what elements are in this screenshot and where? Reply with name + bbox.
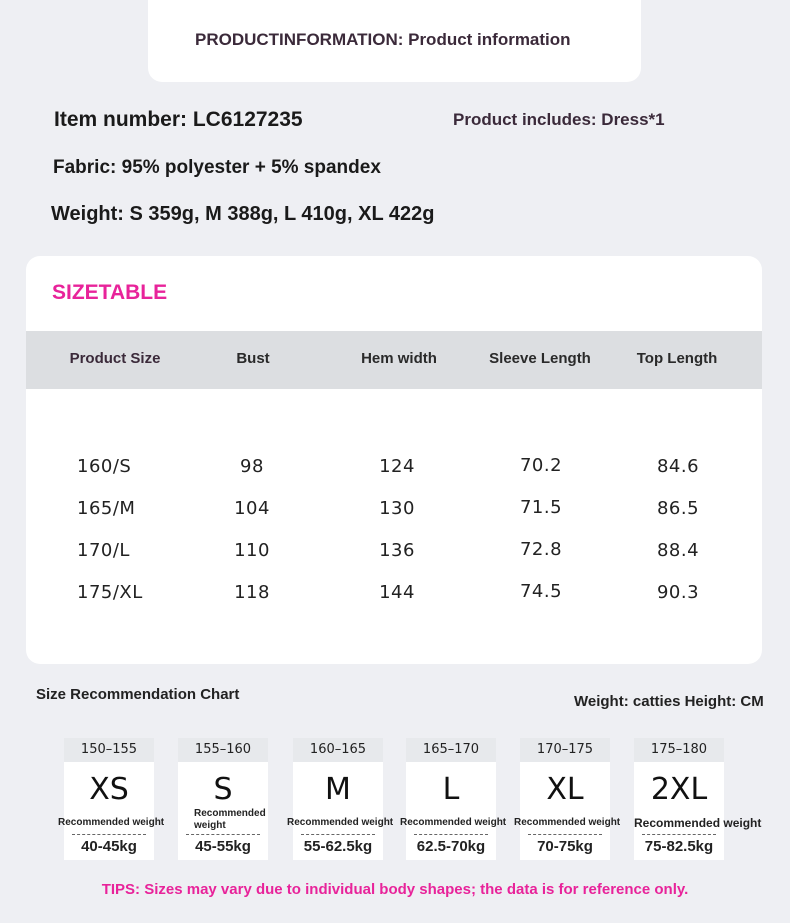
size-height-range: 165–170 [406, 738, 496, 762]
size-height-range: 170–175 [520, 738, 610, 762]
cell-sleeve: 72.8 [519, 539, 563, 560]
size-code: L [442, 772, 460, 807]
recommended-weight-label: Recommended weight [634, 816, 762, 830]
size-code: S [213, 772, 233, 807]
header-product-size: Product Size [69, 350, 161, 367]
cell-sleeve: 74.5 [519, 581, 563, 602]
size-weight-range: 75-82.5kg [644, 838, 714, 855]
product-includes: Product includes: Dress*1 [453, 110, 665, 129]
dashed-divider [186, 834, 260, 835]
size-table-card [26, 256, 762, 664]
cell-top: 86.5 [656, 498, 700, 519]
size-card-l [400, 738, 507, 860]
recommended-weight-label: Recommended weight [194, 808, 266, 831]
cell-hem: 130 [379, 498, 415, 519]
recommendation-units: Weight: catties Height: CM [574, 693, 764, 710]
dashed-divider [528, 834, 602, 835]
size-card-2xl [634, 738, 762, 860]
cell-top: 88.4 [656, 540, 700, 561]
cell-sleeve: 71.5 [519, 497, 563, 518]
cell-hem: 144 [379, 582, 415, 603]
recommended-weight-label: Recommended weight [58, 817, 165, 828]
size-weight-range: 70-75kg [537, 838, 593, 855]
size-code: XL [546, 772, 584, 807]
header-sleeve-length: Sleeve Length [489, 350, 591, 367]
cell-size: 160/S [77, 456, 132, 477]
cell-bust: 110 [234, 540, 270, 561]
product-info-label: PRODUCTINFORMATION: Product information [195, 30, 571, 49]
cell-size: 175/XL [77, 582, 143, 603]
size-card-xs [58, 738, 165, 860]
cell-hem: 124 [379, 456, 415, 477]
size-height-range: 175–180 [634, 738, 724, 762]
cell-sleeve: 70.2 [519, 455, 563, 476]
cell-bust: 118 [234, 582, 270, 603]
size-weight-range: 40-45kg [81, 838, 137, 855]
dashed-divider [414, 834, 488, 835]
dashed-divider [72, 834, 146, 835]
cell-top: 84.6 [656, 456, 700, 477]
cell-size: 165/M [77, 498, 136, 519]
fabric-info: Fabric: 95% polyester + 5% spandex [53, 157, 381, 178]
size-weight-range: 55-62.5kg [303, 838, 373, 855]
size-code: 2XL [650, 772, 708, 807]
size-card-m [287, 738, 394, 860]
header-bust: Bust [236, 350, 270, 367]
cell-hem: 136 [379, 540, 415, 561]
cell-size: 170/L [77, 540, 130, 561]
cell-bust: 104 [234, 498, 270, 519]
cell-bust: 98 [240, 456, 264, 477]
size-code: XS [89, 772, 129, 807]
size-height-range: 150–155 [64, 738, 154, 762]
header-top-length: Top Length [636, 350, 718, 367]
size-table-title: SIZETABLE [52, 281, 168, 304]
size-card-xl [514, 738, 621, 860]
tips-note: TIPS: Sizes may vary due to individual body shapes; the data is for reference only. [101, 881, 689, 898]
size-height-range: 155–160 [178, 738, 268, 762]
recommended-weight-label: Recommended weight [514, 817, 621, 828]
size-card-s [178, 738, 268, 860]
item-number: Item number: LC6127235 [54, 108, 303, 131]
cell-top: 90.3 [656, 582, 700, 603]
weight-info: Weight: S 359g, M 388g, L 410g, XL 422g [51, 203, 435, 225]
dashed-divider [301, 834, 375, 835]
recommended-weight-label: Recommended weight [400, 817, 507, 828]
recommended-weight-label: Recommended weight [287, 817, 394, 828]
product-info-card [148, 0, 641, 82]
size-recommendation-title: Size Recommendation Chart [36, 686, 240, 703]
size-code: M [325, 772, 351, 807]
size-height-range: 160–165 [293, 738, 383, 762]
dashed-divider [642, 834, 716, 835]
size-table-header [26, 331, 762, 389]
header-hem-width: Hem width [361, 350, 437, 367]
size-weight-range: 62.5-70kg [416, 838, 486, 855]
size-weight-range: 45-55kg [195, 838, 251, 855]
